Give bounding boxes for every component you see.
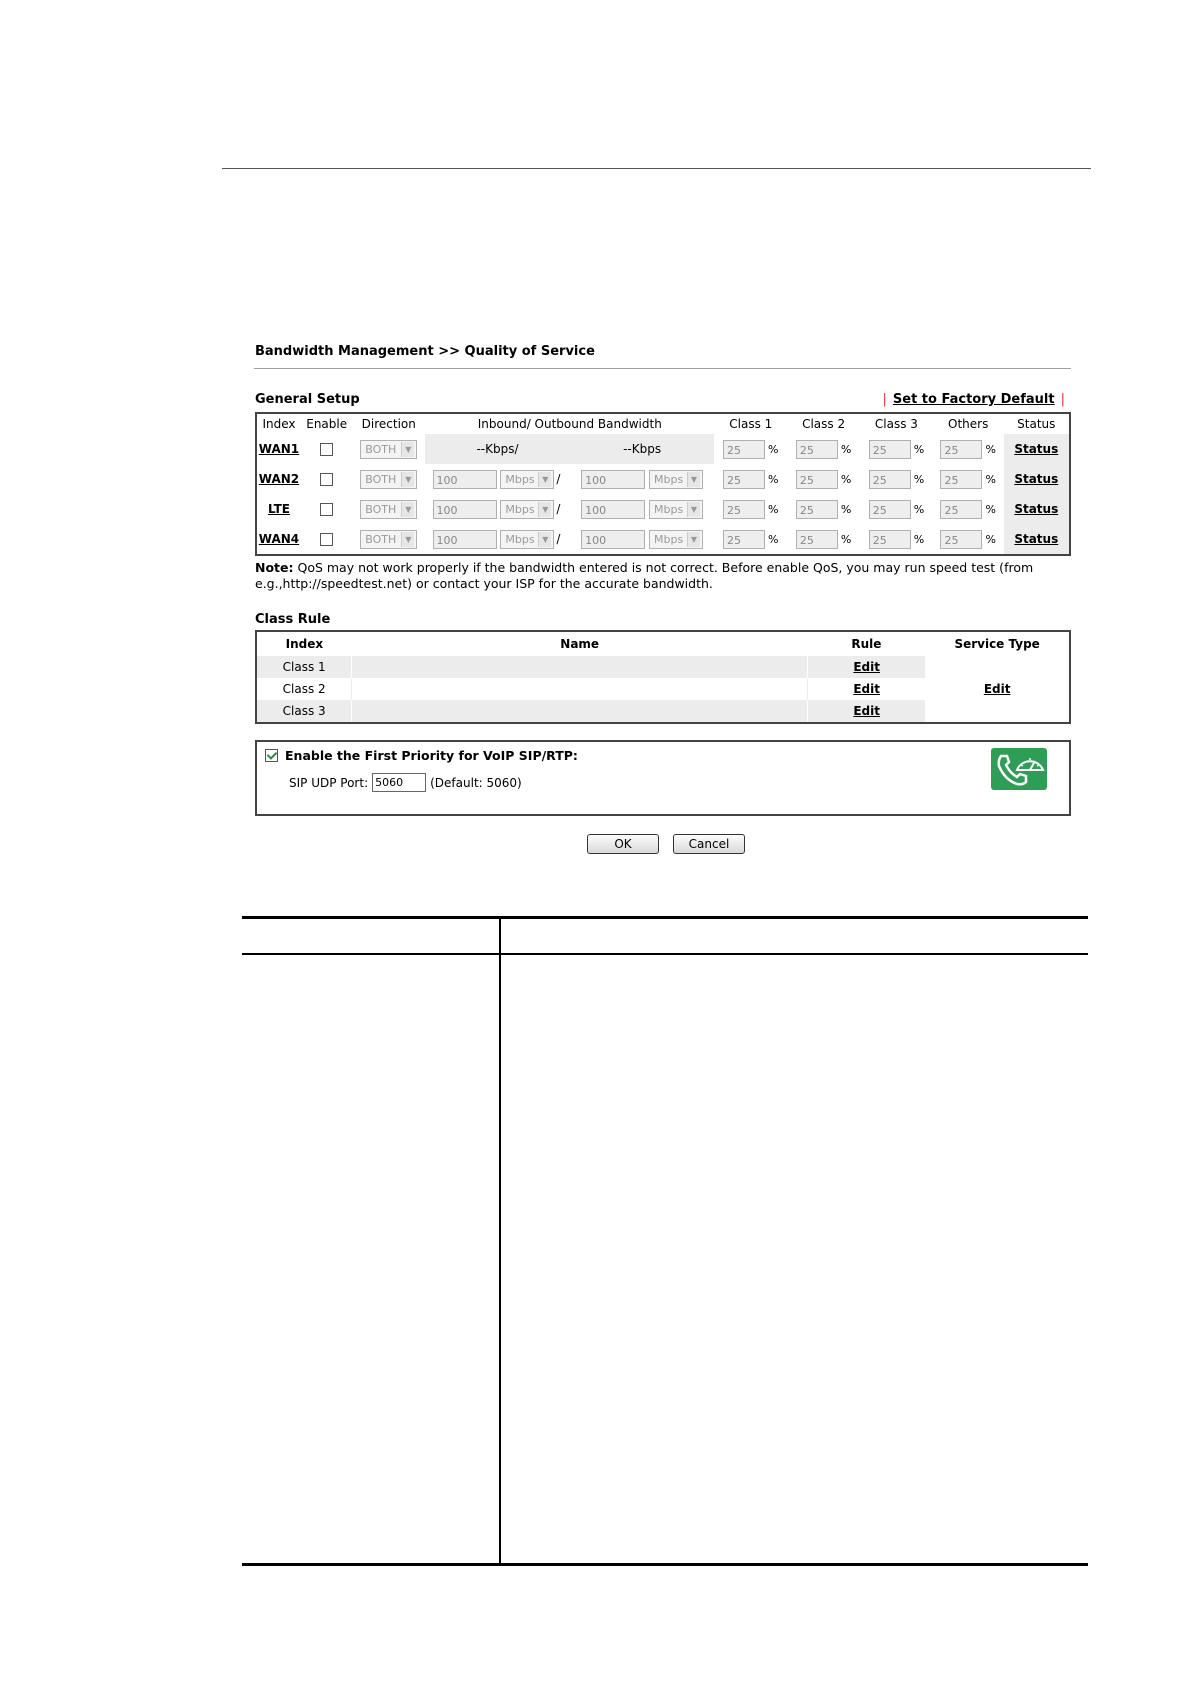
slash: /	[556, 472, 561, 486]
cancel-button[interactable]: Cancel	[673, 834, 745, 854]
set-factory-default-link[interactable]: Set to Factory Default	[892, 392, 1055, 407]
edit-rule-link[interactable]: Edit	[853, 660, 880, 674]
breadcrumb-divider	[254, 368, 1071, 369]
chevron-down-icon: ▼	[687, 502, 700, 517]
status-link[interactable]: Status	[1014, 502, 1059, 516]
class-rule-title: Class Rule	[255, 612, 331, 627]
separator: |	[882, 392, 887, 407]
others-input[interactable]: 25	[940, 470, 982, 489]
percent-sign: %	[840, 532, 852, 546]
class2-input[interactable]: 25	[796, 470, 838, 489]
outbound-value-input[interactable]: 100	[581, 530, 645, 549]
direction-select[interactable]: BOTH ▼	[360, 440, 417, 459]
ok-button[interactable]: OK	[587, 834, 659, 854]
separator: |	[1060, 392, 1065, 407]
chevron-down-icon: ▼	[401, 442, 414, 457]
sip-port-input[interactable]: 5060	[372, 773, 426, 792]
class1-input[interactable]: 25	[723, 500, 765, 519]
class-index: Class 1	[256, 656, 352, 678]
outbound-bandwidth: --Kbps	[570, 434, 715, 464]
class-index: Class 3	[256, 700, 352, 723]
percent-sign: %	[913, 442, 925, 456]
percent-sign: %	[985, 472, 996, 486]
percent-sign: %	[985, 442, 996, 456]
class3-input[interactable]: 25	[869, 530, 911, 549]
voip-phone-icon	[991, 748, 1047, 790]
percent-sign: %	[913, 472, 925, 486]
col-bandwidth: Inbound/ Outbound Bandwidth	[477, 417, 662, 431]
percent-sign: %	[768, 502, 779, 516]
col-index: Index	[262, 417, 296, 431]
table-top-rule	[242, 916, 1088, 919]
chevron-down-icon: ▼	[538, 532, 551, 547]
table-column-divider	[499, 916, 501, 1566]
col-status: Status	[1017, 417, 1056, 431]
voip-priority-box	[255, 740, 1071, 816]
col-index: Index	[285, 637, 324, 651]
class2-input[interactable]: 25	[796, 440, 838, 459]
page-header-rule	[222, 168, 1091, 169]
slash: /	[556, 502, 561, 516]
percent-sign: %	[985, 532, 996, 546]
enable-checkbox[interactable]	[320, 503, 333, 516]
col-direction: Direction	[361, 417, 416, 431]
chevron-down-icon: ▼	[401, 532, 414, 547]
table-row	[256, 524, 1070, 555]
general-setup-title: General Setup	[255, 392, 360, 407]
table-row	[256, 656, 1070, 678]
chevron-down-icon: ▼	[401, 502, 414, 517]
percent-sign: %	[913, 502, 925, 516]
chevron-down-icon: ▼	[538, 502, 551, 517]
inbound-unit-select[interactable]: Mbps ▼	[500, 500, 554, 519]
class2-input[interactable]: 25	[796, 500, 838, 519]
enable-checkbox[interactable]	[320, 443, 333, 456]
class-name	[352, 656, 808, 678]
voip-enable-label: Enable the First Priority for VoIP SIP/RTP:	[285, 748, 578, 763]
sip-port-default: (Default: 5060)	[430, 775, 522, 790]
outbound-value-input[interactable]: 100	[581, 500, 645, 519]
inbound-value-input[interactable]: 100	[433, 530, 497, 549]
direction-select[interactable]: BOTH ▼	[360, 500, 417, 519]
edit-rule-link[interactable]: Edit	[853, 704, 880, 718]
col-class2: Class 2	[802, 417, 846, 431]
col-service-type: Service Type	[954, 637, 1040, 651]
class1-input[interactable]: 25	[723, 440, 765, 459]
enable-checkbox[interactable]	[320, 533, 333, 546]
percent-sign: %	[840, 442, 852, 456]
col-class3: Class 3	[874, 417, 918, 431]
direction-select[interactable]: BOTH ▼	[360, 530, 417, 549]
wan4-link[interactable]: WAN4	[258, 532, 300, 546]
enable-checkbox[interactable]	[320, 473, 333, 486]
class-name	[352, 678, 808, 700]
voip-enable-row	[265, 748, 578, 763]
class-name	[352, 700, 808, 723]
outbound-unit-select[interactable]: Mbps ▼	[649, 470, 703, 489]
inbound-unit-select[interactable]: Mbps ▼	[500, 470, 554, 489]
class1-input[interactable]: 25	[723, 470, 765, 489]
others-input[interactable]: 25	[940, 500, 982, 519]
table-header-rule	[242, 953, 1088, 955]
class3-input[interactable]: 25	[869, 440, 911, 459]
outbound-value-input[interactable]: 100	[581, 470, 645, 489]
sip-port-label: SIP UDP Port:	[289, 775, 369, 790]
class1-input[interactable]: 25	[723, 530, 765, 549]
slash: /	[556, 532, 561, 546]
table-row	[256, 464, 1070, 494]
outbound-unit-select[interactable]: Mbps ▼	[649, 530, 703, 549]
chevron-down-icon: ▼	[687, 532, 700, 547]
percent-sign: %	[985, 502, 996, 516]
percent-sign: %	[768, 472, 779, 486]
inbound-value-input[interactable]: 100	[433, 500, 497, 519]
inbound-unit-select[interactable]: Mbps ▼	[500, 530, 554, 549]
table-row	[256, 494, 1070, 524]
description-table	[242, 916, 1088, 1568]
wan1-link[interactable]: WAN1	[258, 442, 300, 456]
table-row	[256, 434, 1070, 464]
percent-sign: %	[840, 502, 852, 516]
factory-default-area	[877, 392, 1072, 407]
col-others: Others	[948, 417, 989, 431]
class-rule-table	[255, 630, 1071, 724]
lte-link[interactable]: LTE	[267, 502, 290, 516]
percent-sign: %	[913, 532, 925, 546]
outbound-unit-select[interactable]: Mbps ▼	[649, 500, 703, 519]
note-label: Note:	[255, 560, 294, 575]
inbound-bandwidth: --Kbps/	[425, 434, 570, 464]
class-index: Class 2	[282, 682, 326, 696]
voip-enable-checkbox[interactable]	[265, 749, 278, 762]
edit-service-type-link[interactable]: Edit	[983, 682, 1011, 696]
percent-sign: %	[840, 472, 852, 486]
inbound-value-input[interactable]: 100	[433, 470, 497, 489]
breadcrumb: Bandwidth Management >> Quality of Service	[255, 344, 595, 359]
sip-port-row	[289, 773, 522, 792]
status-link[interactable]: Status	[1014, 532, 1059, 546]
class3-input[interactable]: 25	[869, 470, 911, 489]
col-name: Name	[560, 637, 600, 651]
bandwidth-note	[255, 560, 1071, 592]
direction-select[interactable]: BOTH ▼	[360, 470, 417, 489]
others-input[interactable]: 25	[940, 530, 982, 549]
class3-input[interactable]: 25	[869, 500, 911, 519]
qos-settings-panel	[254, 334, 1074, 854]
edit-rule-link[interactable]: Edit	[853, 682, 880, 696]
wan2-link[interactable]: WAN2	[258, 472, 300, 486]
table-bottom-rule	[242, 1563, 1088, 1566]
chevron-down-icon: ▼	[687, 472, 700, 487]
col-enable: Enable	[306, 417, 348, 431]
status-link[interactable]: Status	[1014, 442, 1059, 456]
status-link[interactable]: Status	[1014, 472, 1059, 486]
general-setup-table	[255, 412, 1071, 556]
percent-sign: %	[768, 532, 779, 546]
chevron-down-icon: ▼	[538, 472, 551, 487]
chevron-down-icon: ▼	[401, 472, 414, 487]
col-class1: Class 1	[729, 417, 773, 431]
class2-input[interactable]: 25	[796, 530, 838, 549]
others-input[interactable]: 25	[940, 440, 982, 459]
percent-sign: %	[768, 442, 779, 456]
col-rule: Rule	[851, 637, 882, 651]
note-text: QoS may not work properly if the bandwidth entered is not correct. Before enable QoS, you may run speed test (from e.g.,http://speedtest.net) or contact your ISP for the accurate bandwidth.	[255, 560, 1034, 591]
